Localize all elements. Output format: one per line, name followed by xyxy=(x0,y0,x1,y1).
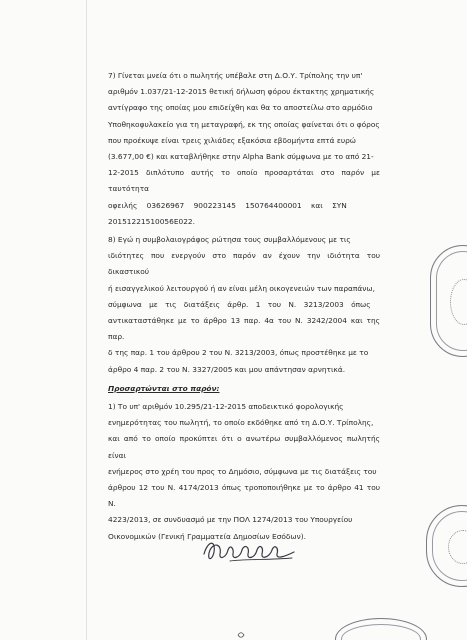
document-body xyxy=(108,68,380,547)
notary-stamp-middle xyxy=(426,505,467,587)
text-line: αντικαταστάθηκε με το άρθρο 13 παρ. 4α του Ν. 3242/2004 και της παρ. xyxy=(108,316,380,342)
text-line: 7) Γίνεται μνεία ότι ο πωλητής υπέβαλε στη Δ.Ο.Υ. Τρίπολης την υπ' xyxy=(108,71,363,80)
text-line: 8) Εγώ η συμβολαιογράφος ρώτησα τους συμβαλλόμενους με τις xyxy=(108,235,351,245)
notary-stamp-bottom xyxy=(335,618,427,640)
text-line: άρθρου 12 του Ν. 4174/2013 όπως τροποποιήθηκε με το άρθρο 41 του Ν. xyxy=(108,483,380,509)
handwritten-signature xyxy=(200,530,300,570)
text-line: 4223/2013, σε συνδυασμό με την ΠΟΛ 1274/2013 του Υπουργείου xyxy=(108,515,353,525)
text-line: 1) Το υπ' αριθμόν 10.295/21-12-2015 αποδεικτικό φορολογικής xyxy=(108,402,344,412)
small-ink-mark xyxy=(236,625,246,635)
text-line: και από το οποίο προκύπτει ότι ο ανωτέρω συμβαλλόμενος πωλητής είναι xyxy=(108,434,380,460)
text-line: Οικονομικών (Γενική Γραμματεία Δημοσίων Εσόδων). xyxy=(108,531,306,541)
text-line: ενήμερος στο χρέη του προς το Δημόσιο, σύμφωνα με τις διατάξεις του xyxy=(108,466,377,476)
text-line: οφειλής 03626967 900223145 150764400001 και ΣΥΝ xyxy=(108,200,347,210)
section-heading: Προσαρτώνται στο παρόν: xyxy=(108,383,220,393)
text-line: 12-2015 διπλότυπο αυτής το οποίο προσαρτάται στο παρόν με ταυτότητα xyxy=(108,168,380,194)
paragraph-attachment-1 xyxy=(108,399,380,545)
text-line: Υποθηκοφυλακείο για τη μεταγραφή, εκ της οποίας φαίνεται ότι ο φόρος xyxy=(108,119,380,129)
text-line: δ της παρ. 1 του άρθρου 2 του Ν. 3213/2003, όπως προστέθηκε με το xyxy=(108,348,369,358)
text-line: σύμφωνα με τις διατάξεις άρθρ. 1 του Ν. 3213/2003 όπως xyxy=(108,299,371,309)
text-line: άρθρο 4 παρ. 2 του Ν. 3327/2005 και μου απάντησαν αρνητικά. xyxy=(108,364,346,374)
text-line: 20151221510056E022. xyxy=(108,216,195,226)
margin-line xyxy=(86,0,87,640)
notary-stamp-top xyxy=(430,245,467,357)
text-line: ή εισαγγελικού λειτουργού ή αν είναι μέλη οικογενειών των παραπάνω, xyxy=(108,283,375,293)
paragraph-7 xyxy=(108,68,380,230)
text-line: (3.677,00 €) και καταβλήθηκε στην Alpha Bank σύμφωνα με το από 21- xyxy=(108,152,374,162)
text-line: που προέκυψε είναι τρεις χιλιάδες εξακόσια εβδομήντα επτά ευρώ xyxy=(108,135,356,145)
text-line: ιδιότητες που ενεργούν στο παρόν αν έχουν την ιδιότητα του δικαστικού xyxy=(108,251,380,277)
text-line: αριθμόν 1.037/21-12-2015 θετική δήλωση φόρου έκτακτης χρηματικής xyxy=(108,87,375,97)
paragraph-8 xyxy=(108,232,380,378)
text-line: ενημερότητας του πωλητή, το οποίο εκδόθηκε από τη Δ.Ο.Υ. Τρίπολης, xyxy=(108,418,374,428)
text-line: αντίγραφο της οποίας μου επιδείχθη και θα το αποστείλω στο αρμόδιο xyxy=(108,103,373,113)
